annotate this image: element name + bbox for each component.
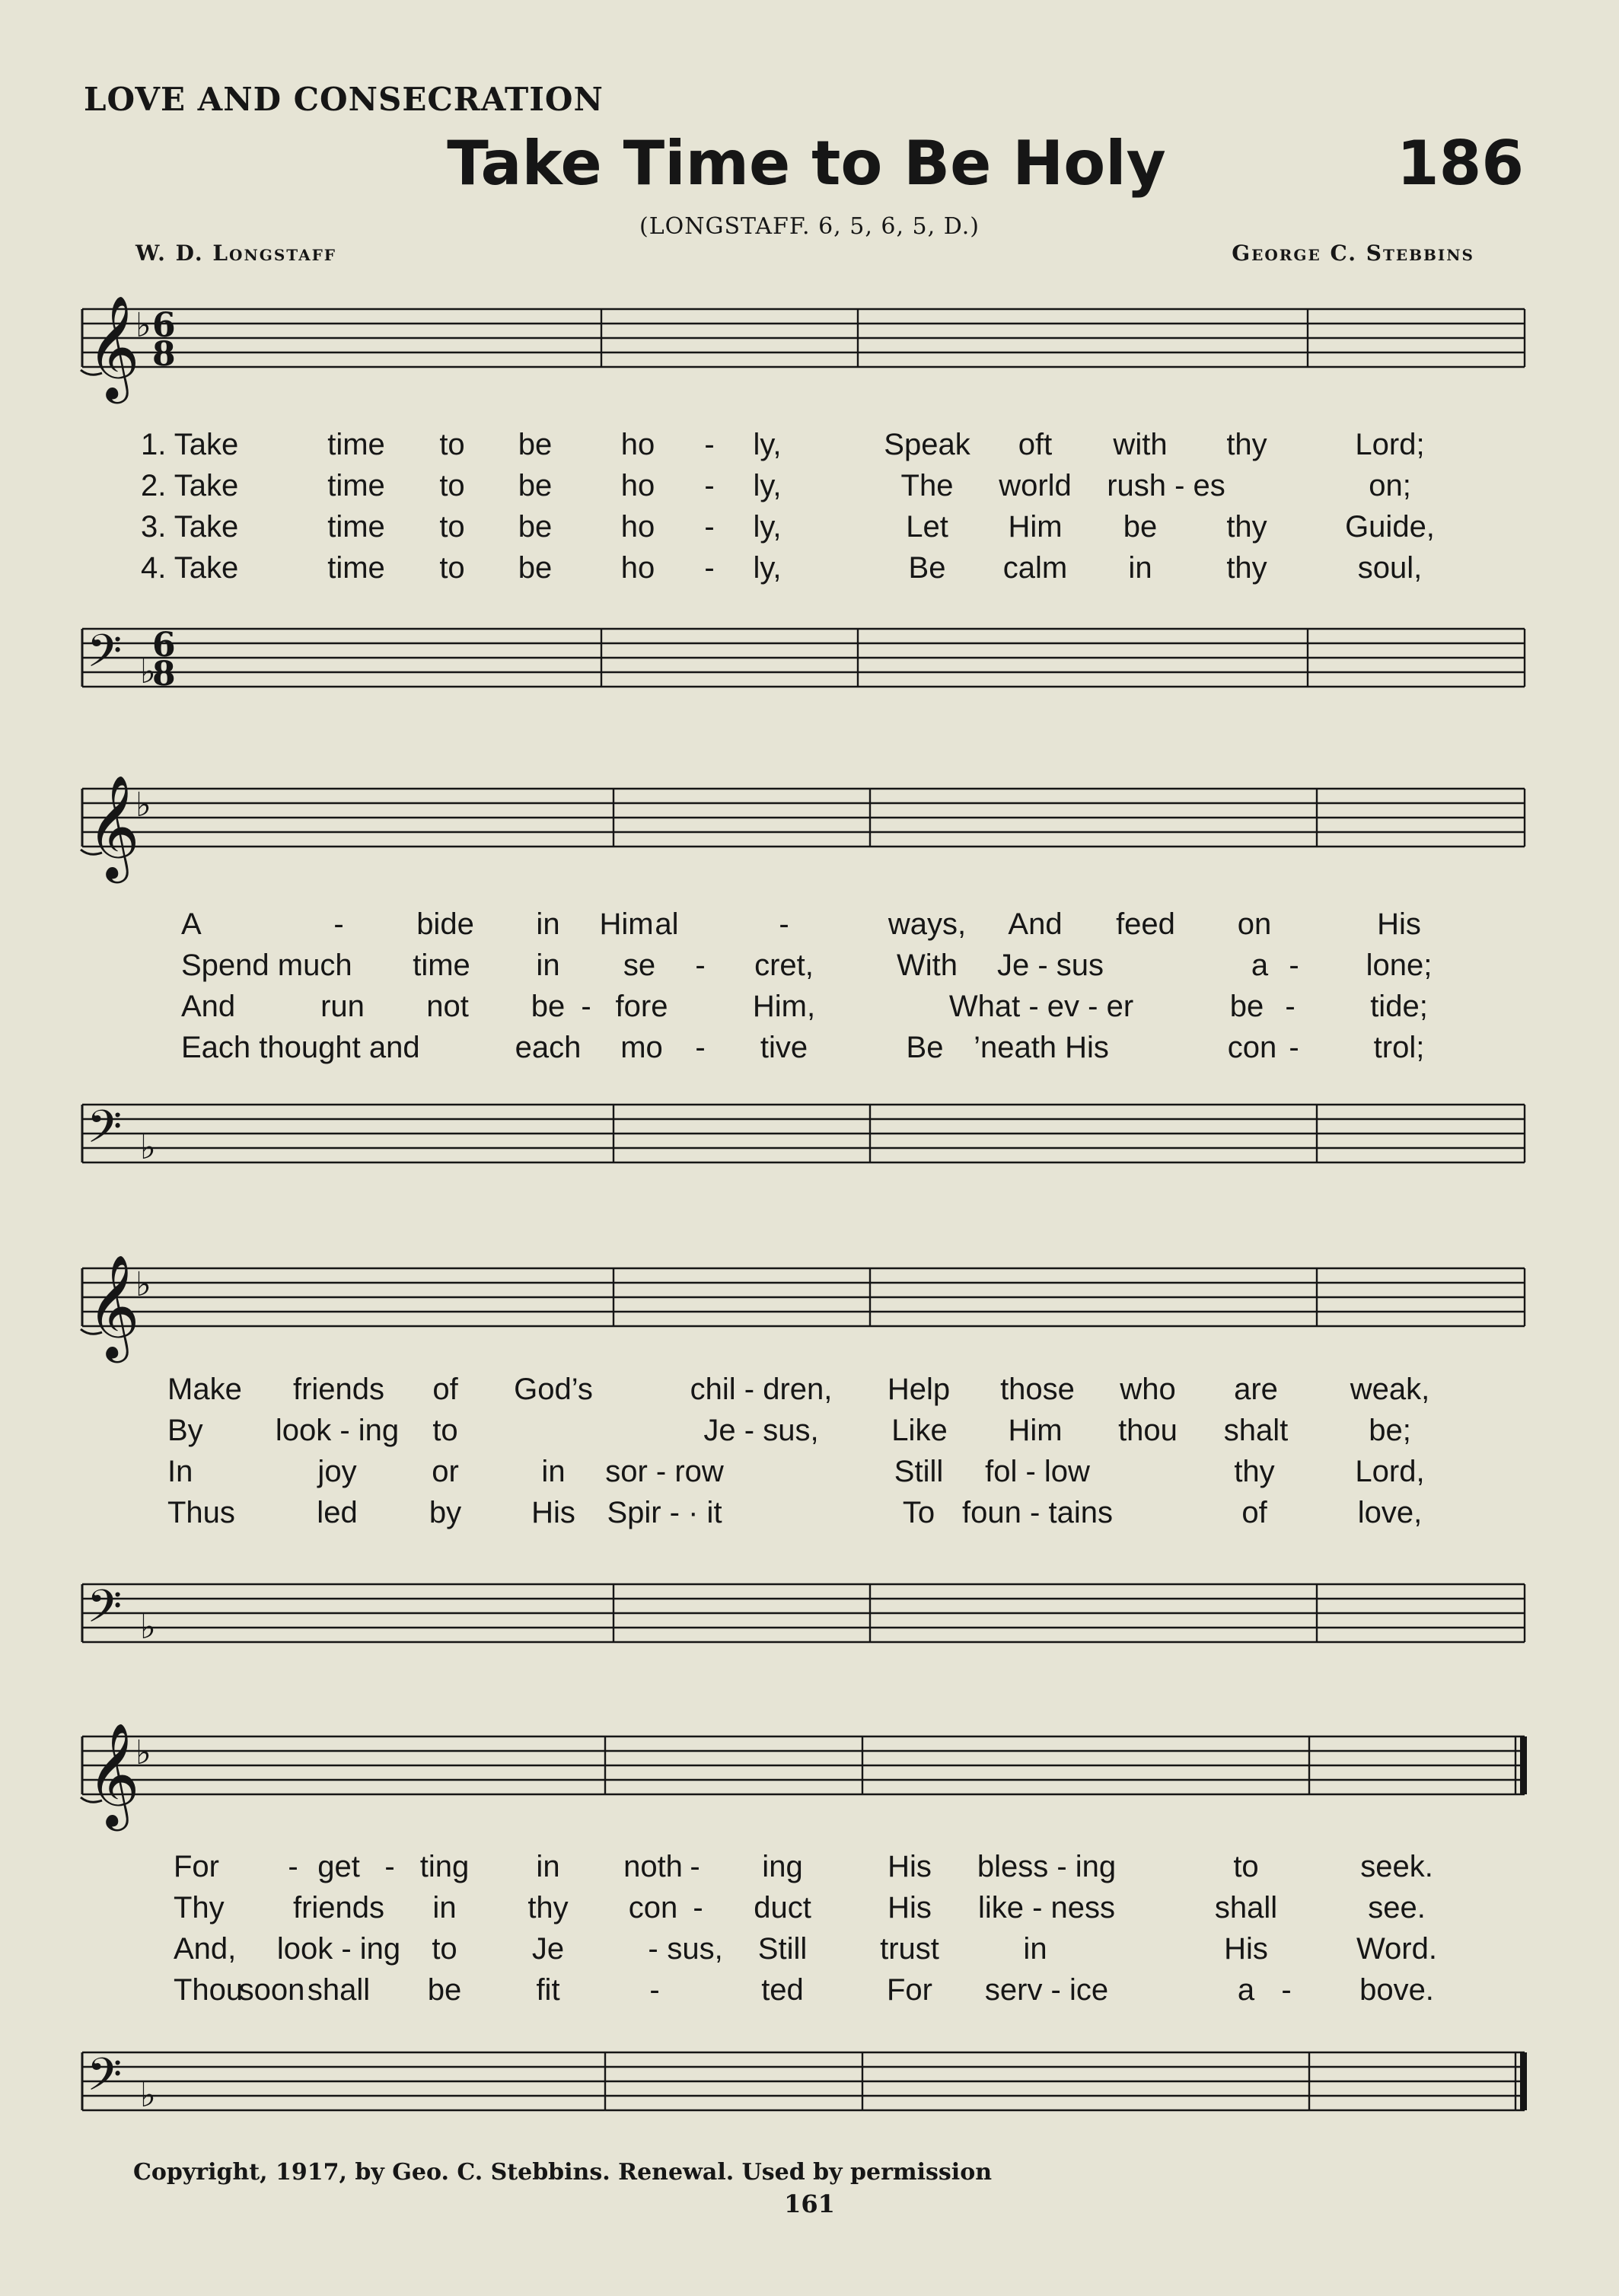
lyric-syllable: shall [307,1973,371,2007]
lyric-syllable: - [1285,990,1296,1023]
lyric-syllable: - [333,907,344,941]
lyric-syllable: ly, [753,469,782,502]
lyric-syllable: serv - ice [984,1973,1109,2007]
lyric-syllable: His [1224,1932,1268,1966]
lyric-syllable: trust [880,1932,939,1966]
lyric-syllable: weak, [1350,1373,1430,1406]
lyric-syllable: ’neath His [974,1031,1109,1064]
lyric-syllable: bove. [1359,1973,1434,2007]
lyric-syllable: love, [1357,1496,1423,1529]
verse-4-line [0,1496,1619,1537]
verse-2-line [0,469,1619,510]
lyric-syllable: calm [1002,551,1068,585]
lyric-syllable: - [704,551,715,585]
lyric-syllable: be [518,510,553,544]
system2-treble-staff [0,773,1619,879]
lyric-syllable: And [181,990,236,1023]
verse-3-line [0,1455,1619,1496]
lyric-syllable: And [1008,907,1063,941]
lyric-syllable: feed [1116,907,1175,941]
system1-bass-staff [0,624,1619,708]
lyric-syllable: By [167,1414,203,1447]
lyric-syllable: to [439,469,465,502]
lyric-syllable: rush - es [1107,469,1225,502]
lyric-syllable: in [536,907,560,941]
lyric-syllable: - [704,469,715,502]
verse-1-line [0,1850,1619,1891]
lyric-syllable: soul, [1357,551,1423,585]
lyric-syllable: ted [761,1973,804,2007]
lyric-syllable: a [1251,949,1269,982]
lyric-syllable: in [536,1850,560,1883]
lyric-syllable: Be [908,551,946,585]
verse-4-line [0,551,1619,592]
lyric-syllable: be [531,990,566,1023]
lyric-syllable: who [1120,1373,1176,1406]
lyric-syllable: cret, [754,949,814,982]
final-barline-thick [1520,1736,1527,1794]
lyric-syllable: in [1128,551,1152,585]
lyric-syllable: For [887,1973,932,2007]
hymn-title-text: Take Time to Be Holy [447,128,1166,199]
bass-clef-icon: 𝄢 [87,1580,123,1644]
lyric-syllable: by [429,1496,462,1529]
lyric-syllable: bide [416,907,474,941]
lyric-syllable: Lord; [1355,428,1425,461]
flat-key-signature-icon: ♭ [135,1733,151,1772]
lyric-syllable: look - ing [276,1932,401,1966]
lyric-syllable: se [623,949,656,982]
lyric-syllable: Let [906,510,948,544]
lyric-syllable: tive [760,1031,808,1064]
lyric-syllable: ho [620,551,655,585]
lyric-syllable: Spend much [181,949,352,982]
lyric-syllable: thy [1226,510,1267,544]
lyric-syllable: shalt [1223,1414,1289,1447]
lyric-syllable: time [327,510,385,544]
lyric-syllable: For [174,1850,219,1883]
hymn-title [0,128,1619,199]
lyric-syllable: Je [531,1932,565,1966]
lyric-syllable: thou [1118,1414,1178,1447]
lyric-syllable: Be [906,1031,944,1064]
lyric-syllable: on [1237,907,1272,941]
lyric-syllable: Spir - · it [607,1496,722,1529]
lyric-syllable: friends [292,1373,385,1406]
lyric-syllable: - [581,990,591,1023]
lyric-syllable: in [1023,1932,1047,1966]
lyric-syllable: Thus [167,1496,235,1529]
lyric-syllable: mo [620,1031,663,1064]
lyric-syllable: Je - sus [996,949,1104,982]
lyric-syllable: thy [527,1891,569,1924]
bass-clef-icon: 𝄢 [87,624,123,688]
lyric-syllable: - [779,907,789,941]
lyric-syllable: sor - row [605,1455,724,1488]
lyric-syllable: Thou [174,1973,244,2007]
lyric-syllable: shall [1214,1891,1278,1924]
section-heading: LOVE AND CONSECRATION [84,81,604,118]
lyric-syllable: con [1227,1031,1277,1064]
lyric-syllable: trol; [1373,1031,1425,1064]
lyric-syllable: al [655,907,679,941]
verse-1-line [0,428,1619,469]
author-credit: W. D. Longstaff [135,241,336,266]
treble-clef-icon: 𝄞 [87,1253,140,1358]
lyric-syllable: lone; [1366,949,1433,982]
lyric-syllable: Him [1008,510,1063,544]
lyric-syllable: Him, [752,990,816,1023]
lyric-syllable: - [1281,1973,1292,2007]
lyric-syllable: of [1241,1496,1267,1529]
lyric-syllable: - [648,1932,658,1966]
flat-key-signature-icon: ♭ [140,2076,156,2115]
time-signature: 6 [152,626,176,665]
lyric-syllable: ly, [753,428,782,461]
treble-clef-icon: 𝄞 [87,1721,140,1826]
lyric-syllable: bless - ing [977,1850,1117,1883]
treble-clef-icon: 𝄞 [87,773,140,879]
lyric-syllable: to [1233,1850,1259,1883]
lyric-syllable: A [181,907,202,941]
lyric-syllable: fore [615,990,668,1023]
lyric-syllable: In [167,1455,193,1488]
lyric-syllable: in [536,949,560,982]
lyric-syllable: - [693,1891,703,1924]
lyric-syllable: - [649,1973,660,2007]
lyric-syllable: get [317,1850,360,1883]
lyric-syllable: ting [419,1850,470,1883]
lyric-syllable: - [690,1850,700,1883]
lyric-syllable: joy [317,1455,357,1488]
lyric-syllable: - [1289,1031,1299,1064]
lyric-syllable: con [628,1891,678,1924]
lyric-syllable: seek. [1360,1850,1433,1883]
lyric-syllable: soon [238,1973,305,2007]
lyric-syllable: to [432,1414,458,1447]
lyric-syllable: noth [623,1850,683,1883]
bass-clef-icon: 𝄢 [87,2048,123,2112]
lyric-syllable: 3. Take [141,510,239,544]
lyric-syllable: What - ev - er [948,990,1134,1023]
lyric-syllable: time [327,551,385,585]
lyric-syllable: those [1000,1373,1075,1406]
time-signature: 6 [152,306,176,345]
lyric-syllable: thy [1234,1455,1275,1488]
lyric-syllable: Lord, [1355,1455,1425,1488]
lyric-syllable: Each thought and [181,1031,420,1064]
flat-key-signature-icon: ♭ [140,1608,156,1647]
lyric-syllable: in [432,1891,457,1924]
verse-2-line [0,1891,1619,1932]
lyric-syllable: Word. [1356,1932,1437,1966]
copyright-notice: Copyright, 1917, by Geo. C. Stebbins. Renewal. Used by permission [133,2159,993,2186]
lyric-syllable: be [427,1973,462,2007]
lyric-syllable: 4. Take [141,551,239,585]
flat-key-signature-icon: ♭ [135,786,151,824]
lyric-syllable: Like [891,1414,948,1447]
lyric-syllable: like - ness [977,1891,1116,1924]
verse-4-line [0,1031,1619,1072]
lyric-syllable: sus, [667,1932,723,1966]
lyric-syllable: ly, [753,551,782,585]
lyric-syllable: are [1234,1373,1278,1406]
hymn-number: 186 [1397,128,1524,199]
flat-key-signature-icon: ♭ [135,1265,151,1304]
system3-bass-staff [0,1580,1619,1663]
tune-name [0,213,1619,240]
lyric-syllable: ways, [888,907,967,941]
lyric-syllable: Make [167,1373,242,1406]
lyric-syllable: ho [620,510,655,544]
composer-credit: George C. Stebbins [1232,241,1474,266]
lyric-syllable: duct [754,1891,811,1924]
lyric-syllable: Je - sus, [703,1414,819,1447]
lyric-syllable: of [432,1373,458,1406]
lyric-syllable: - [288,1850,298,1883]
lyric-syllable: - [695,949,706,982]
lyric-syllable: thy [1226,551,1267,585]
lyric-syllable: run [320,990,365,1023]
lyric-syllable: thy [1226,428,1267,461]
page-number: 161 [784,2189,835,2218]
verse-2-line [0,949,1619,990]
tune-name-text: (LONGSTAFF. 6, 5, 6, 5, D.) [639,213,980,240]
lyric-syllable: ly, [753,510,782,544]
lyric-syllable: friends [292,1891,385,1924]
final-barline-thick [1520,2052,1527,2110]
lyric-syllable: 2. Take [141,469,239,502]
lyric-syllable: each [515,1031,582,1064]
lyric-syllable: And, [174,1932,237,1966]
flat-key-signature-icon: ♭ [135,306,151,345]
lyric-syllable: on; [1369,469,1411,502]
lyric-syllable: Still [894,1455,944,1488]
lyric-syllable: a [1237,1973,1255,2007]
lyric-syllable: His [888,1891,932,1924]
verse-2-line [0,1414,1619,1455]
lyric-syllable: not [426,990,469,1023]
system2-bass-staff [0,1100,1619,1184]
lyric-syllable: oft [1018,428,1053,461]
lyric-syllable: world [999,469,1072,502]
time-signature: 8 [152,655,176,694]
lyric-syllable: tide; [1370,990,1428,1023]
lyric-syllable: see. [1368,1891,1426,1924]
lyric-syllable: be [1123,510,1158,544]
lyric-syllable: to [432,1932,457,1966]
verse-3-line [0,990,1619,1031]
system4-treble-staff [0,1721,1619,1826]
lyric-syllable: Thy [174,1891,225,1924]
lyric-syllable: Him [1008,1414,1063,1447]
lyric-syllable: Still [757,1932,808,1966]
lyric-syllable: in [541,1455,566,1488]
lyric-syllable: - [704,510,715,544]
lyric-syllable: be [518,428,553,461]
lyric-syllable: be [518,469,553,502]
lyric-syllable: with [1113,428,1168,461]
lyric-syllable: With [897,949,958,982]
verse-1-line [0,1373,1619,1414]
lyric-syllable: be [518,551,553,585]
lyric-syllable: God’s [514,1373,593,1406]
lyric-syllable: to [439,551,465,585]
system3-treble-staff [0,1253,1619,1358]
lyric-syllable: or [432,1455,459,1488]
lyric-syllable: chil - dren, [690,1373,833,1406]
lyric-syllable: 1. Take [141,428,239,461]
lyric-syllable: foun - tains [962,1496,1113,1529]
lyric-syllable: be [1229,990,1264,1023]
lyric-syllable: - [695,1031,706,1064]
lyric-syllable: To [902,1496,935,1529]
verse-3-line [0,1932,1619,1973]
lyric-syllable: time [327,469,385,502]
flat-key-signature-icon: ♭ [140,1128,156,1167]
lyric-syllable: The [900,469,954,502]
lyric-syllable: led [317,1496,358,1529]
lyric-syllable: fol - low [985,1455,1090,1488]
verse-3-line [0,510,1619,551]
verse-4-line [0,1973,1619,2014]
lyric-syllable: Guide, [1345,510,1435,544]
lyric-syllable: ho [620,469,655,502]
lyric-syllable: fit [536,1973,560,2007]
lyric-syllable: Help [887,1373,951,1406]
lyric-syllable: His [888,1850,932,1883]
treble-clef-icon: 𝄞 [87,294,140,399]
lyric-syllable: be; [1369,1414,1411,1447]
lyric-syllable: - [1289,949,1299,982]
lyric-syllable: - [384,1850,395,1883]
system1-treble-staff [0,294,1619,399]
lyric-syllable: ing [762,1850,803,1883]
system4-bass-staff [0,2048,1619,2132]
lyric-syllable: His [531,1496,575,1529]
lyric-syllable: Him [599,907,654,941]
lyric-syllable: time [413,949,470,982]
lyric-syllable: Speak [884,428,970,461]
lyric-syllable: to [439,428,465,461]
lyric-syllable: look - ing [275,1414,400,1447]
time-signature: 8 [152,335,176,374]
lyric-syllable: ho [620,428,655,461]
lyric-syllable: to [439,510,465,544]
verse-1-line [0,907,1619,949]
flat-key-signature-icon: ♭ [140,652,156,691]
lyric-syllable: time [327,428,385,461]
lyric-syllable: His [1377,907,1421,941]
lyric-syllable: - [704,428,715,461]
bass-clef-icon: 𝄢 [87,1100,123,1164]
